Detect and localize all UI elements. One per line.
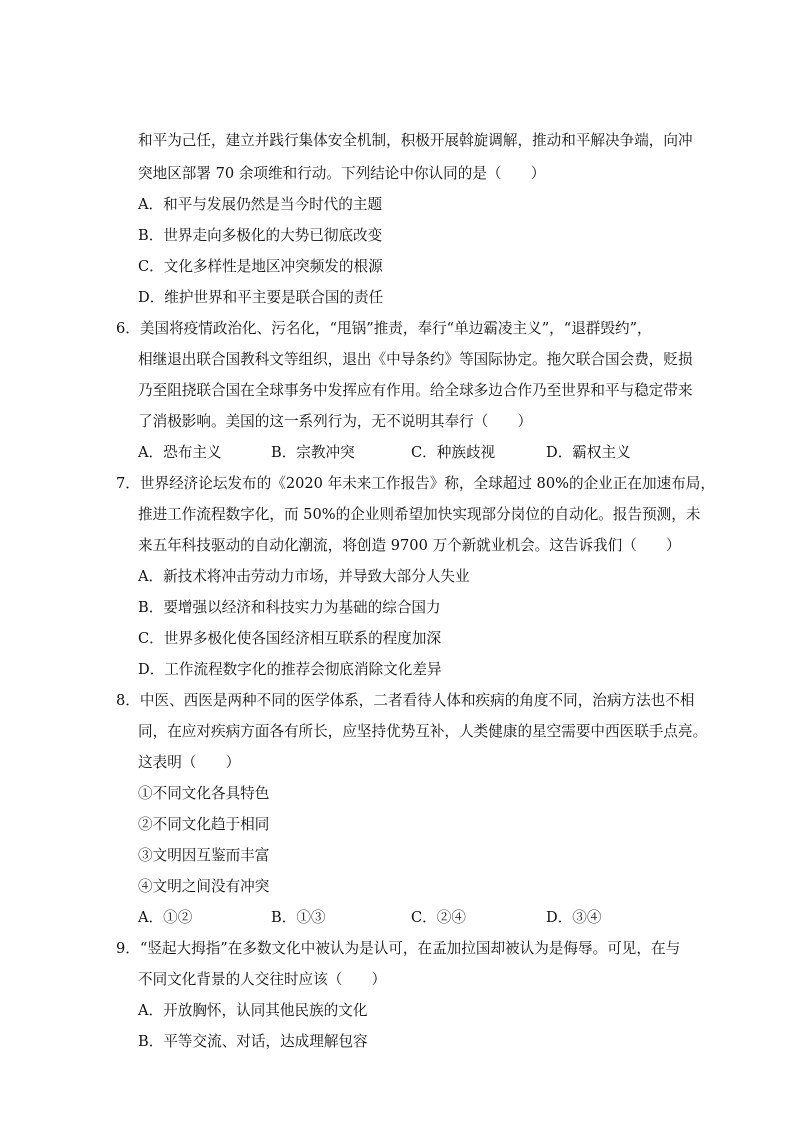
q7-option-b: B．要增强以经济和科技实力为基础的综合国力 [138, 599, 441, 616]
q5-option-d: D．维护世界和平主要是联合国的责任 [138, 289, 384, 306]
q8-options-row [138, 908, 698, 928]
q5-option-a: A．和平与发展仍然是当今时代的主题 [138, 196, 383, 213]
q7-option-c: C．世界多极化使各国经济相互联系的程度加深 [138, 630, 442, 647]
q8-item-2: ②不同文化趋于相同 [138, 816, 270, 833]
q6-option-d: D．霸权主义 [546, 444, 631, 461]
q7-stem-line-3: 来五年科技驱动的自动化潮流，将创造 9700 万个新就业机会。这告诉我们（ ） [138, 537, 681, 554]
q8-item-3: ③文明因互鉴而丰富 [138, 847, 270, 864]
q8-item-1: ①不同文化各具特色 [138, 785, 270, 802]
q6-stem-line-2: 相继退出联合国教科文等组织，退出《中导条约》等国际协定。拖欠联合国会费，贬损 [138, 351, 693, 368]
q8-option-b: B．①③ [271, 909, 326, 926]
q6-stem-line-4: 了消极影响。美国的这一系列行为，无不说明其奉行（ ） [138, 413, 533, 430]
q8-stem-line-1: 8．中医、西医是两种不同的医学体系，二者看待人体和疾病的角度不同，治病方法也不相 [116, 692, 695, 709]
q7-stem-line-2: 推进工作流程数字化，而 50%的企业则希望加快实现部分岗位的自动化。报告预测，未 [138, 506, 701, 523]
q5-stem-line-1: 和平为己任，建立并践行集体安全机制，积极开展斡旋调解，推动和平解决争端，向冲 [138, 132, 693, 149]
q5-stem-line-2: 突地区部署 70 余项维和行动。下列结论中你认同的是（ ） [138, 165, 546, 182]
q8-option-d: D．③④ [546, 909, 602, 926]
q7-stem-line-1: 7．世界经济论坛发布的《2020 年未来工作报告》称，全球超过 80%的企业正在加速布局， [116, 475, 715, 492]
q8-option-c: C．②④ [411, 909, 466, 926]
q8-item-4: ④文明之间没有冲突 [138, 878, 270, 895]
q7-option-a: A．新技术将冲击劳动力市场，并导致大部分人失业 [138, 568, 470, 585]
q6-stem-line-3: 乃至阻挠联合国在全球事务中发挥应有作用。给全球多边合作乃至世界和平与稳定带来 [138, 382, 693, 399]
q5-option-c: C．文化多样性是地区冲突频发的根源 [138, 258, 383, 275]
q5-option-b: B．世界走向多极化的大势已彻底改变 [138, 227, 383, 244]
q6-option-c: C．种族歧视 [411, 444, 496, 461]
q9-stem-line-2: 不同文化背景的人交往时应该（ ） [138, 971, 387, 988]
q8-option-a: A．①② [138, 909, 193, 926]
q6-options-row [138, 443, 698, 463]
q9-option-b: B．平等交流、对话，达成理解包容 [138, 1033, 368, 1050]
q7-option-d: D．工作流程数字化的推荐会彻底消除文化差异 [138, 661, 442, 678]
q6-option-b: B．宗教冲突 [271, 444, 355, 461]
q6-stem-line-1: 6．美国将疫情政治化、污名化，“甩锅”推责，奉行“单边霸凌主义”，“退群毁约”， [116, 320, 652, 337]
q9-option-a: A．开放胸怀，认同其他民族的文化 [138, 1002, 368, 1019]
q6-option-a: A．恐布主义 [138, 444, 222, 461]
q8-stem-line-3: 这表明（ ） [138, 754, 241, 771]
q9-stem-line-1: 9．“竖起大拇指”在多数文化中被认为是认可，在孟加拉国却被认为是侮辱。可见，在与 [116, 940, 681, 957]
q8-stem-line-2: 同，在应对疾病方面各有所长，应坚持优势互补，人类健康的星空需要中西医联手点亮。 [138, 723, 708, 740]
